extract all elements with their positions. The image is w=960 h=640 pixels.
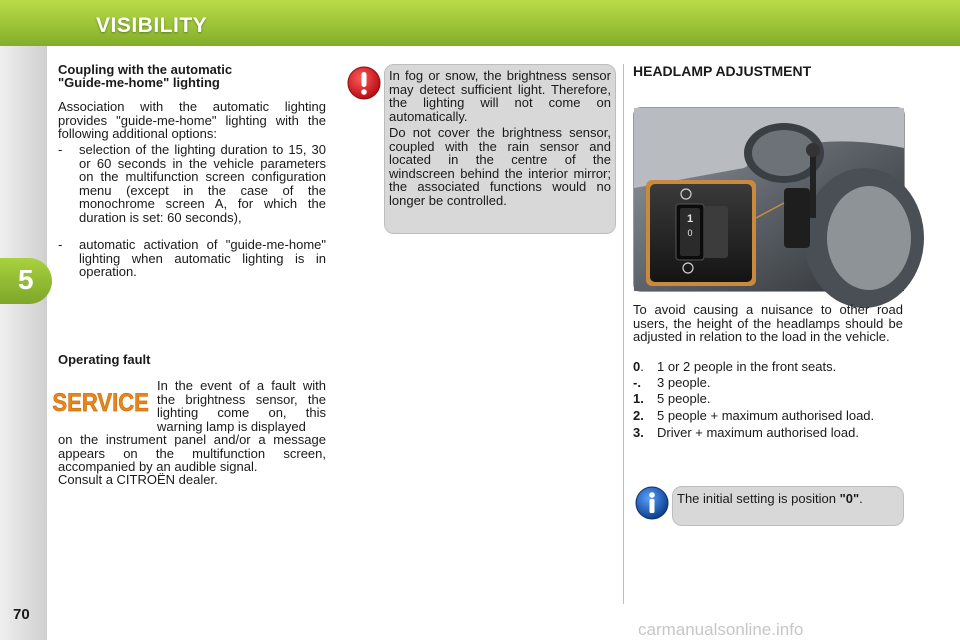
consult-dealer: Consult a CITROËN dealer. xyxy=(58,472,218,487)
coupling-heading-line1: Coupling with the automatic xyxy=(58,62,233,77)
setting-desc-2: 5 people + maximum authorised load. xyxy=(657,408,875,423)
column-divider xyxy=(623,64,624,604)
fault-heading: Operating fault xyxy=(58,352,151,367)
info-icon xyxy=(635,486,669,520)
setting-label-0: 0. xyxy=(633,359,644,374)
setting-desc-minus: 3 people. xyxy=(657,375,711,390)
warning-para-1: In fog or snow, the brightness sensor may detect sufficient light. Therefore, the lighting will not come on automatically. xyxy=(389,68,611,124)
dashboard-photo xyxy=(633,107,905,292)
bullet-marker-1: - xyxy=(58,142,63,157)
dial-mark-1: 1 xyxy=(686,213,694,225)
setting-desc-0: 1 or 2 people in the front seats. xyxy=(657,359,837,374)
service-logo-text: SERVICE xyxy=(52,389,149,418)
coupling-heading-line2: "Guide-me-home" lighting xyxy=(58,75,220,90)
headlamp-dial-photo-illustration xyxy=(634,108,904,291)
bullet-marker-2: - xyxy=(58,237,63,252)
exclamation-warning-icon xyxy=(347,66,381,100)
setting-label-minus: -. xyxy=(633,375,641,390)
left-margin-strip xyxy=(0,46,47,640)
bullet-text-2: automatic activation of "guide-me-home" lighting when automatic lighting is in operation. xyxy=(79,237,326,279)
headlamp-intro: To avoid causing a nuisance to other road users, the height of the headlamps should be adjusted in relation to the load in the vehicle. xyxy=(633,302,903,344)
bullet-text-1: selection of the lighting duration to 15, 30 or 60 seconds in the vehicle parameters on the multifunction screen configuration menu (except in the case of the monochrome screen A, for which the duration is set: 60 seconds), xyxy=(79,142,326,225)
coupling-heading xyxy=(58,63,328,89)
setting-label-1: 1. xyxy=(633,391,644,406)
fault-text-long: on the instrument panel and/or a message appears on the multifunction screen, accompanied by an audible signal. xyxy=(58,432,326,474)
coupling-intro: Association with the automatic lighting provides "guide-me-home" lighting with the following additional options: xyxy=(58,99,326,141)
chapter-title: VISIBILITY xyxy=(96,14,208,37)
headlamp-heading: HEADLAMP ADJUSTMENT xyxy=(633,63,812,79)
info-value: "0" xyxy=(839,491,860,506)
watermark: carmanualsonline.info xyxy=(638,620,804,639)
info-text: The initial setting is position "0". xyxy=(677,491,863,506)
page-number: 70 xyxy=(13,606,30,623)
service-warning-lamp-icon xyxy=(52,388,149,418)
setting-desc-3: Driver + maximum authorised load. xyxy=(657,425,859,440)
dial-mark-0: 0 xyxy=(687,228,693,238)
fault-text-short: In the event of a fault with the brightness sensor, the lighting come on, this warning lamp is displayed xyxy=(157,378,326,434)
setting-label-3: 3. xyxy=(633,425,644,440)
warning-para-2: Do not cover the brightness sensor, coupled with the rain sensor and located in the centre of the windscreen behind the interior mirror; the associated functions would no longer be controlled. xyxy=(389,125,611,208)
setting-desc-1: 5 people. xyxy=(657,391,711,406)
setting-label-2: 2. xyxy=(633,408,644,423)
chapter-number: 5 xyxy=(18,264,34,295)
